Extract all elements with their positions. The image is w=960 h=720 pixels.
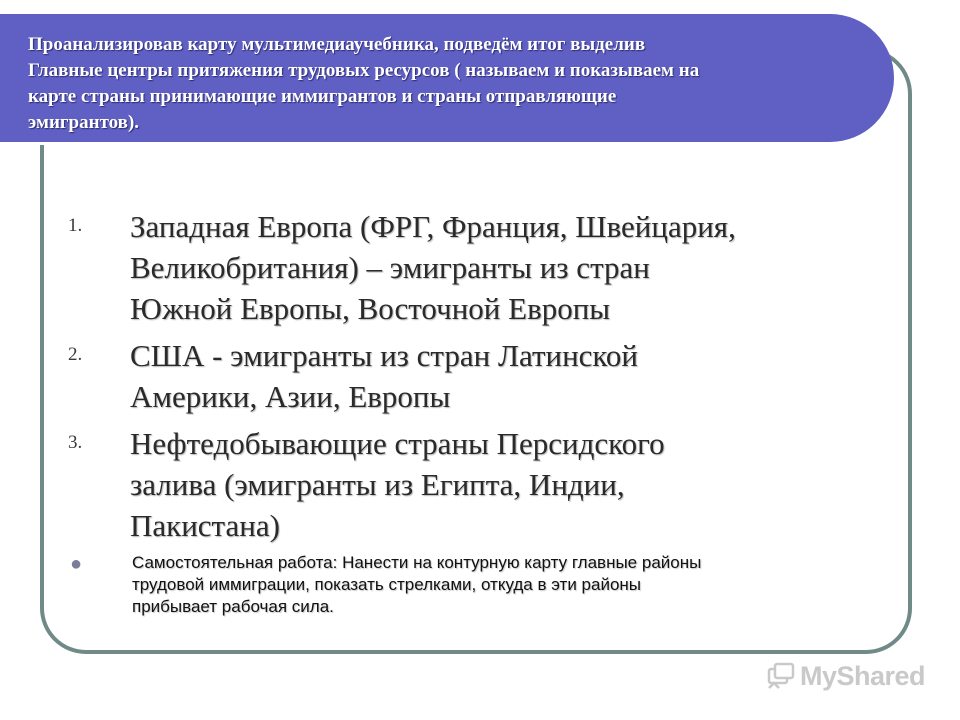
title-line: эмигрантов). — [28, 112, 140, 133]
title-line: Проанализировав карту мультимедиаучебника, подведём итог выделив — [28, 34, 646, 55]
mysharer-logo-icon — [766, 661, 796, 691]
slide-content — [68, 206, 898, 618]
list-item — [68, 423, 898, 546]
list-item — [68, 335, 898, 417]
list-item-text — [130, 423, 665, 546]
bullet-item — [68, 552, 898, 618]
bullet-line: прибывает рабочая сила. — [132, 597, 334, 616]
item-line: залива (эмигранты из Египта, Индии, — [130, 467, 625, 502]
bullet-dot-icon: ● — [70, 553, 83, 575]
item-line: Америки, Азии, Европы — [130, 379, 451, 414]
list-number: 2. — [68, 344, 83, 365]
bullet-line: трудовой иммиграции, показать стрелками, откуда в эти районы — [132, 575, 642, 594]
list-number: 1. — [68, 215, 83, 236]
watermark-text: MyShared — [800, 660, 926, 691]
list-item-text — [130, 206, 736, 329]
title-line: карте страны принимающие иммигрантов и страны отправляющие — [28, 86, 617, 107]
item-line: Пакистана) — [130, 508, 280, 543]
item-line: США - эмигранты из стран Латинской — [130, 338, 639, 373]
title-banner — [0, 14, 894, 142]
title-underline — [0, 142, 850, 145]
title-line: Главные центры притяжения трудовых ресурсов ( называем и показываем на — [28, 60, 700, 81]
item-line: Западная Европа (ФРГ, Франция, Швейцария, — [130, 209, 736, 244]
slide-title — [28, 32, 848, 136]
list-item-text — [130, 335, 638, 417]
item-line: Южной Европы, Восточной Европы — [130, 291, 611, 326]
watermark — [766, 656, 925, 696]
list-number: 3. — [68, 432, 83, 453]
bullet-line: Самостоятельная работа: Нанести на контурную карту главные районы — [132, 553, 702, 572]
item-line: Великобритания) – эмигранты из стран — [130, 250, 650, 285]
list-item — [68, 206, 898, 329]
item-line: Нефтедобывающие страны Персидского — [130, 426, 665, 461]
bullet-text — [132, 552, 701, 618]
